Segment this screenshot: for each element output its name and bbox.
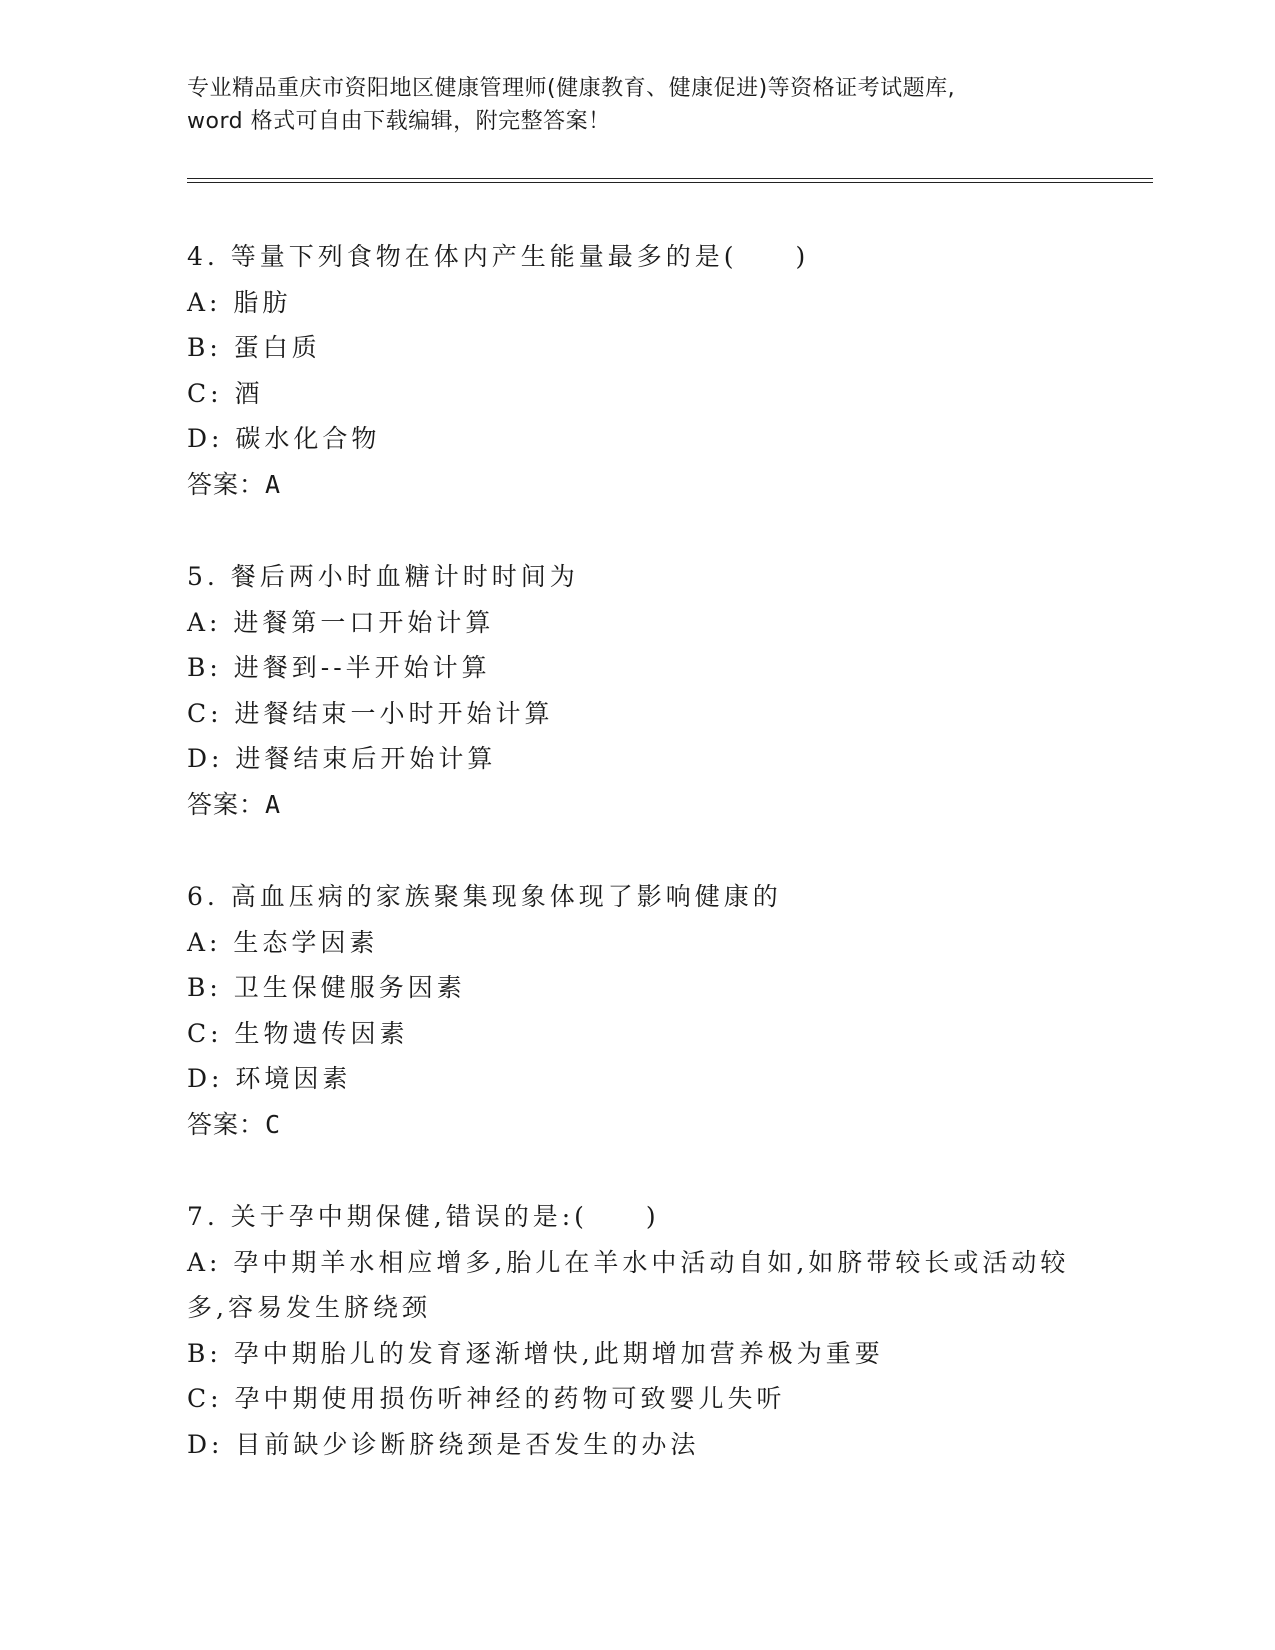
option-b: B: 进餐到--半开始计算 [187,653,491,682]
answer-value: A [265,469,282,499]
answer-label: 答案： [187,469,266,499]
document-header [187,72,1087,138]
option-d: D: 进餐结束后开始计算 [187,744,497,773]
question-5 [187,554,1087,827]
option-a: A: 生态学因素 [187,927,379,957]
option-a: A: 脂肪 [187,287,292,317]
question-stem: 4. 等量下列食物在体内产生能量最多的是( ) [187,242,810,271]
option-b: B: 卫生保健服务因素 [187,973,466,1002]
option-d: D: 环境因素 [187,1064,352,1093]
option-d: D: 碳水化合物 [187,424,381,453]
header-line-1: 专业精品重庆市资阳地区健康管理师(健康教育、健康促进)等资格证考试题库, [187,76,956,101]
answer-label: 答案： [187,1109,266,1139]
option-c: C: 生物遗传因素 [187,1018,409,1048]
question-6 [187,874,1087,1147]
header-line-2: word 格式可自由下载编辑，附完整答案！ [187,109,611,134]
option-c: C: 孕中期使用损伤听神经的药物可致婴儿失听 [187,1384,786,1413]
option-b: B: 孕中期胎儿的发育逐渐增快,此期增加营养极为重要 [187,1338,884,1368]
question-4 [187,234,1087,507]
answer-value: A [265,789,282,819]
answer-value: C [265,1109,282,1139]
answer-line [187,1102,1087,1148]
header-divider [187,178,1153,183]
option-a: A: 孕中期羊水相应增多,胎儿在羊水中活动自如,如脐带较长或活动较多,容易发生脐绕颈 [187,1247,1070,1322]
option-c: C: 进餐结束一小时开始计算 [187,698,554,728]
option-c: C: 酒 [187,378,264,408]
question-list [187,234,1087,1514]
option-a: A: 进餐第一口开始计算 [187,607,495,637]
question-7 [187,1194,1087,1467]
option-b: B: 蛋白质 [187,333,321,362]
answer-line [187,782,1087,828]
answer-label: 答案： [187,789,266,819]
question-stem: 7. 关于孕中期保健,错误的是:( ) [187,1202,660,1231]
question-stem: 5. 餐后两小时血糖计时时间为 [187,562,579,591]
option-d: D: 目前缺少诊断脐绕颈是否发生的办法 [187,1429,700,1459]
answer-line [187,462,1087,508]
question-stem: 6. 高血压病的家族聚集现象体现了影响健康的 [187,882,782,911]
